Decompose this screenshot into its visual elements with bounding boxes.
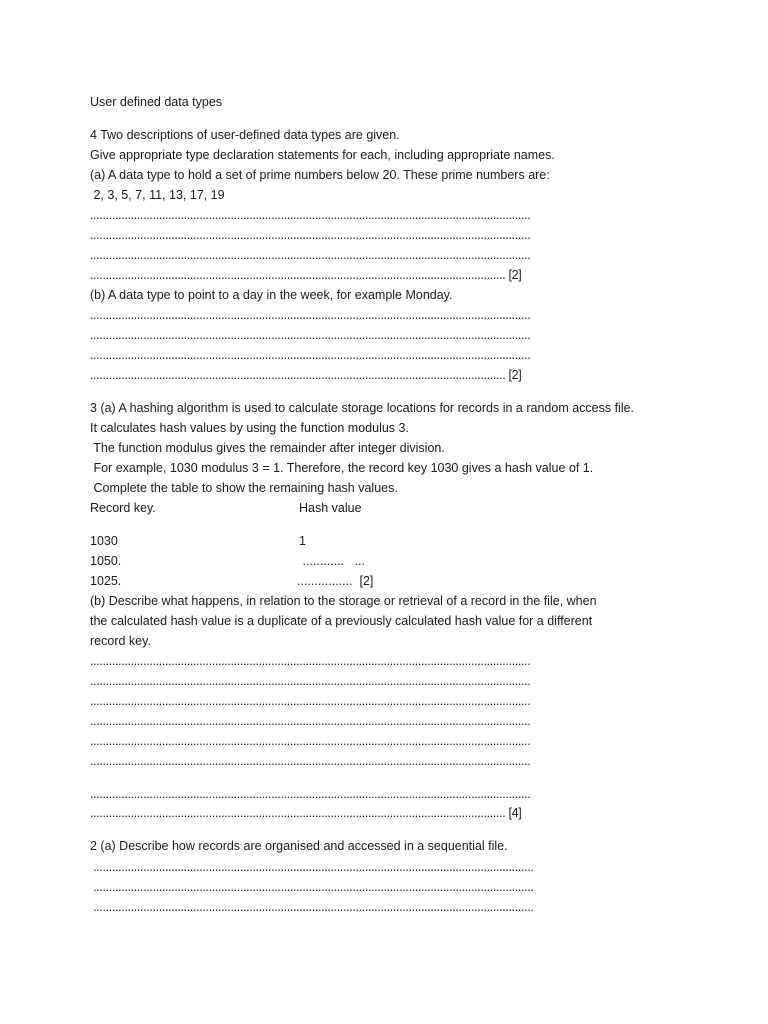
q3b-answer-line-marks: ..................................................................................................................................... [4] xyxy=(90,806,522,820)
q4a-answer-line: ............................................................................................................................................. xyxy=(90,228,531,242)
q3b-question: record key. xyxy=(90,634,151,648)
q3b-answer-line: ............................................................................................................................................. xyxy=(90,714,531,728)
q3b-answer-line: ............................................................................................................................................. xyxy=(90,787,531,801)
q3b-answer-line: ............................................................................................................................................. xyxy=(90,754,531,768)
q4a-answer-line: ............................................................................................................................................. xyxy=(90,248,531,262)
table-cell-hash-value: 1 xyxy=(299,534,306,548)
q4b-question: (b) A data type to point to a day in the week, for example Monday. xyxy=(90,288,453,302)
q4a-answer-line-marks: ..................................................................................................................................... [2] xyxy=(90,268,522,282)
q4b-answer-line: ............................................................................................................................................. xyxy=(90,308,531,322)
q3b-question: the calculated hash value is a duplicate of a previously calculated hash value for a different xyxy=(90,614,593,628)
q2a-answer-line: ............................................................................................................................................. xyxy=(90,860,534,874)
q3b-question: (b) Describe what happens, in relation to the storage or retrieval of a record in the file, when xyxy=(90,594,597,608)
q3a-text: Complete the table to show the remaining hash values. xyxy=(90,481,398,495)
q3b-answer-line: ............................................................................................................................................. xyxy=(90,674,531,688)
table-cell-hash-value: ................ [2] xyxy=(297,574,374,588)
q4a-answer-line: ............................................................................................................................................. xyxy=(90,208,531,222)
table-header-hash-value: Hash value xyxy=(299,501,362,515)
q4b-answer-line: ............................................................................................................................................. xyxy=(90,328,531,342)
q4b-answer-line-marks: ..................................................................................................................................... [2] xyxy=(90,368,522,382)
q3a-text: It calculates hash values by using the function modulus 3. xyxy=(90,421,409,435)
q2a-question: 2 (a) Describe how records are organised and accessed in a sequential file. xyxy=(90,839,508,853)
table-cell-record-key: 1025. xyxy=(90,574,122,588)
q3a-text: The function modulus gives the remainder after integer division. xyxy=(90,441,445,455)
q3a-text: 3 (a) A hashing algorithm is used to calculate storage locations for records in a random access file. xyxy=(90,401,635,415)
q3b-answer-line: ............................................................................................................................................. xyxy=(90,694,531,708)
table-header-record-key: Record key. xyxy=(90,501,156,515)
q4-instruction: Give appropriate type declaration statements for each, including appropriate names. xyxy=(90,148,555,162)
q3a-text: For example, 1030 modulus 3 = 1. Therefore, the record key 1030 gives a hash value of 1. xyxy=(90,461,594,475)
table-cell-hash-value: ............ ... xyxy=(299,554,365,568)
q3b-answer-line: ............................................................................................................................................. xyxy=(90,734,531,748)
table-cell-record-key: 1050. xyxy=(90,554,122,568)
q4b-answer-line: ............................................................................................................................................. xyxy=(90,348,531,362)
q4-intro: 4 Two descriptions of user-defined data types are given. xyxy=(90,128,400,142)
document-title: User defined data types xyxy=(90,95,223,109)
q4a-primes: 2, 3, 5, 7, 11, 13, 17, 19 xyxy=(90,188,225,202)
q4a-question: (a) A data type to hold a set of prime numbers below 20. These prime numbers are: xyxy=(90,168,550,182)
q2a-answer-line: ............................................................................................................................................. xyxy=(90,900,534,914)
table-cell-record-key: 1030 xyxy=(90,534,118,548)
q3b-answer-line: ............................................................................................................................................. xyxy=(90,654,531,668)
q2a-answer-line: ............................................................................................................................................. xyxy=(90,880,534,894)
